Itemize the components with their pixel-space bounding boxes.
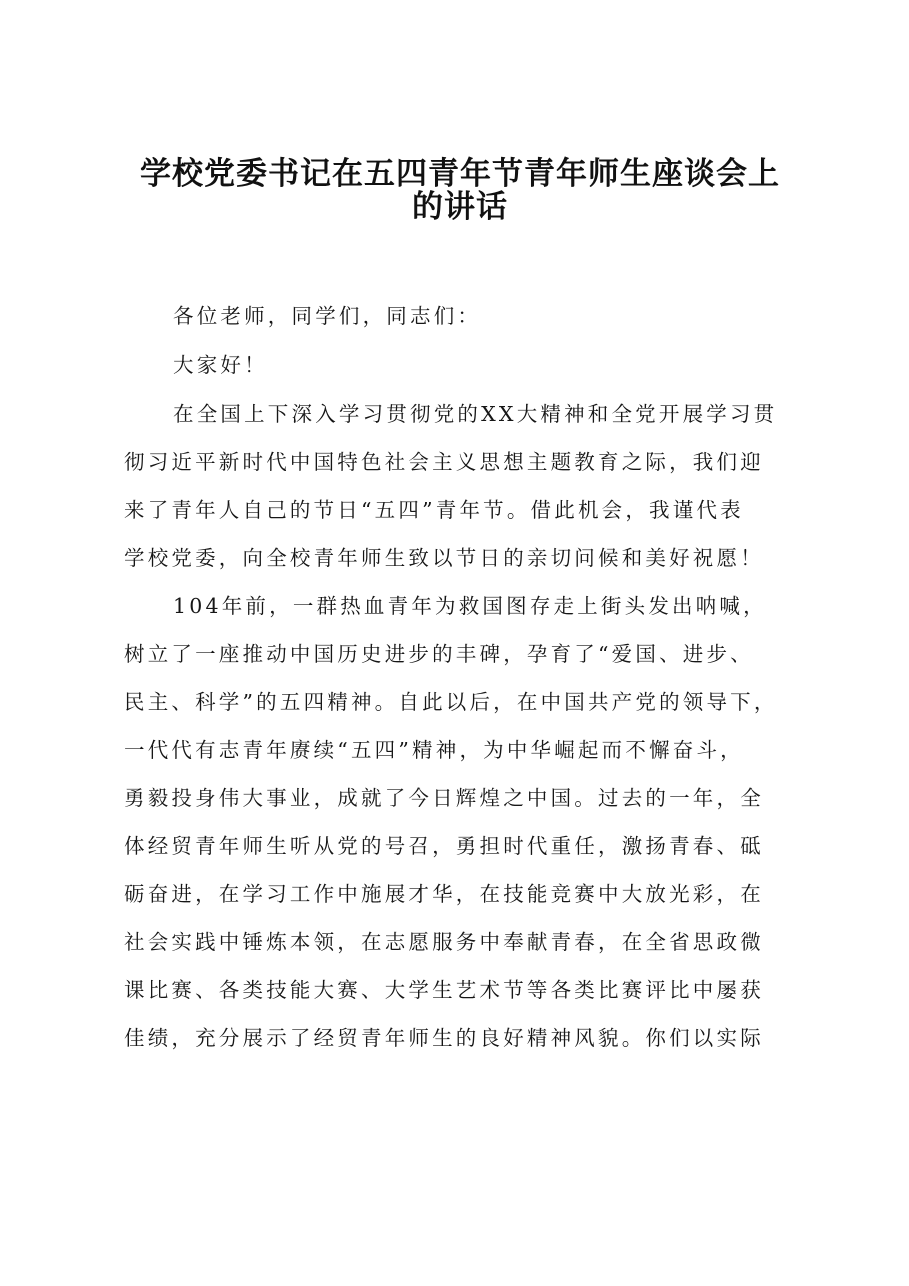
body-text-line: 勇毅投身伟大事业，成就了今日辉煌之中国。过去的一年，全	[124, 786, 764, 810]
body-text-line: 民主、科学”的五四精神。自此以后，在中国共产党的领导下，	[124, 690, 778, 714]
body-text-line: 佳绩，充分展示了经贸青年师生的良好精神风貌。你们以实际	[124, 1026, 764, 1050]
body-text-line: 一代代有志青年赓续“五四”精神，为中华崛起而不懈奋斗，	[124, 738, 744, 762]
body-text-line: 彻习近平新时代中国特色社会主义思想主题教育之际，我们迎	[124, 450, 764, 474]
body-text-line: 体经贸青年师生听从党的号召，勇担时代重任，激扬青春、砥	[124, 834, 764, 858]
body-text-line: 来了青年人自己的节日“五四”青年节。借此机会，我谨代表	[124, 498, 744, 522]
document-title-line-1: 学校党委书记在五四青年节青年师生座谈会上	[140, 156, 780, 192]
body-text-line: 课比赛、各类技能大赛、大学生艺术节等各类比赛评比中屡获	[124, 978, 764, 1002]
body-text-line: 社会实践中锤炼本领，在志愿服务中奉献青春，在全省思政微	[124, 930, 764, 954]
body-text-line: 在全国上下深入学习贯彻党的XX大精神和全党开展学习贯	[173, 402, 778, 426]
salutation-line: 各位老师，同学们，同志们：	[173, 304, 482, 328]
body-text-line: 砺奋进，在学习工作中施展才华，在技能竞赛中大放光彩，在	[124, 882, 764, 906]
greeting-line: 大家好！	[173, 353, 268, 377]
body-text-line: 104年前，一群热血青年为救国图存走上街头发出呐喊，	[173, 594, 767, 618]
body-text-line: 学校党委，向全校青年师生致以节日的亲切问候和美好祝愿！	[124, 546, 764, 570]
document-title-line-2: 的讲话	[412, 189, 508, 225]
body-text-line: 树立了一座推动中国历史进步的丰碑，孕育了“爱国、进步、	[124, 642, 754, 666]
